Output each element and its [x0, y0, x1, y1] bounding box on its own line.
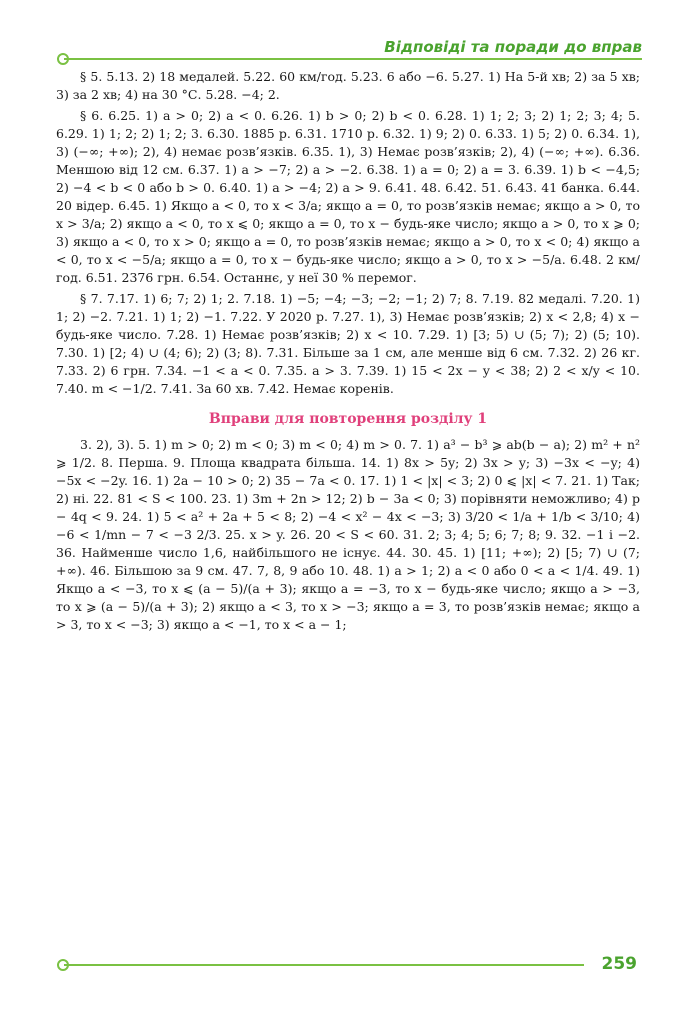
page-content	[56, 68, 640, 637]
review-answers: 3. 2), 3). 5. 1) m > 0; 2) m < 0; 3) m < 0; 4) m > 0. 7. 1) a³ − b³ ⩾ ab(b − a); 2) m² + n² ⩾ 1/2. 8. Перша. 9. Площа квадрата більша. 14. 1) 8x > 5y; 2) 3x > y; 3) −3x < −y; 4) −5x < −2y. 16. 1) 2a − 10 > 0; 2) 35 − 7a < 0. 17. 1) 1 < |x| < 3; 2) 0 ⩽ |x| < 7. 21. 1) Так; 2) ні. 22. 81 < S < 100. 23. 1) 3m + 2n > 12; 2) b − 3a < 0; 3) порівняти неможливо; 4) p − 4q < 9. 24. 1) 5 < a² + 2a + 5 < 8; 2) −4 < x² − 4x < −3; 3) 3/20 < 1/a + 1/b < 3/10; 4) −6 < 1/mn − 7 < −3 2/3. 25. x > y. 26. 20 < S < 60. 31. 2; 3; 4; 5; 6; 7; 8; 9. 32. −1 і −2. 36. Найменше число 1,6, найбільшого не існує. 44. 30. 45. 1) [11; +∞); 2) [5; 7) ∪ (7; +∞). 46. Більшою за 9 см. 47. 7, 8, 9 або 10. 48. 1) a > 1; 2) a < 0 або 0 < a < 1/4. 49. 1) Якщо a < −3, то x ⩽ (a − 5)/(a + 3); якщо a = −3, то x − будь-яке число; якщо a > −3, то x ⩾ (a − 5)/(a + 3); 2) якщо a < 3, то x > −3; якщо a = 3, то розв’язків немає; якщо a > 3, то x < −3; 3) якщо a < −1, то x < a − 1;	[56, 437, 640, 632]
header-line	[64, 58, 642, 60]
page-number: 259	[601, 954, 637, 974]
section-7-answers: § 7. 7.17. 1) 6; 7; 2) 1; 2. 7.18. 1) −5; −4; −3; −2; −1; 2) 7; 8. 7.19. 82 медалі. 7.20. 1) 1; 2) −2. 7.21. 1) 1; 2) −1. 7.22. У 2020 р. 7.27. 1), 3) Немає розв’язків; 2) x < 2,8; 4) x − будь-яке число. 7.28. 1) Немає розв’язків; 2) x < 10. 7.29. 1) [3; 5) ∪ (5; 7); 2) (5; 10). 7.30. 1) [2; 4) ∪ (4; 6); 2) (3; 8). 7.31. Більше за 1 см, але менше від 6 см. 7.32. 2) 26 кг. 7.33. 2) 6 грн. 7.34. −1 < a < 0. 7.35. a > 3. 7.39. 1) 15 < 2x − y < 38; 2) 2 < x/y < 10. 7.40. m < −1/2. 7.41. За 60 хв. 7.42. Немає коренів.	[56, 291, 640, 396]
footer-line	[64, 964, 584, 966]
section-6-answers: § 6. 6.25. 1) a > 0; 2) a < 0. 6.26. 1) b > 0; 2) b < 0. 6.28. 1) 1; 2; 3; 2) 1; 2; 3; 4; 5. 6.29. 1) 1; 2; 2) 1; 2; 3. 6.30. 1885 р. 6.31. 1710 р. 6.32. 1) 9; 2) 0. 6.33. 1) 5; 2) 0. 6.34. 1), 3) (−∞; +∞); 2), 4) немає розв’язків. 6.35. 1), 3) Немає розв’язків; 2), 4) (−∞; +∞). 6.36. Меншою від 12 см. 6.37. 1) a > −7; 2) a > −2. 6.38. 1) a = 0; 2) a = 3. 6.39. 1) b < −4,5; 2) −4 < b < 0 або b > 0. 6.40. 1) a > −4; 2) a > 9. 6.41. 48. 6.42. 51. 6.43. 41 банка. 6.44. 20 відер. 6.45. 1) Якщо a < 0, то x < 3/a; якщо a = 0, то розв’язків немає; якщо a > 0, то x > 3/a; 2) якщо a < 0, то x ⩽ 0; якщо a = 0, то x − будь-яке число; якщо a > 0, то x ⩾ 0; 3) якщо a < 0, то x > 0; якщо a = 0, то розв’язків немає; якщо a > 0, то x < 0; 4) якщо a < 0, то x < −5/a; якщо a = 0, то x − будь-яке число; якщо a > 0, то x > −5/a. 6.48. 2 км/год. 6.51. 2376 грн. 6.54. Останнє, у неї 30 % перемог.	[56, 108, 640, 285]
section-5-answers: § 5. 5.13. 2) 18 медалей. 5.22. 60 км/год. 5.23. 6 або −6. 5.27. 1) На 5-й хв; 2) за 5 хв; 3) за 2 хв; 4) на 30 °С. 5.28. −4; 2.	[56, 69, 640, 102]
review-heading: Вправи для повторення розділу 1	[208, 411, 488, 427]
header-title: Відповіді та поради до вправ	[384, 38, 642, 56]
